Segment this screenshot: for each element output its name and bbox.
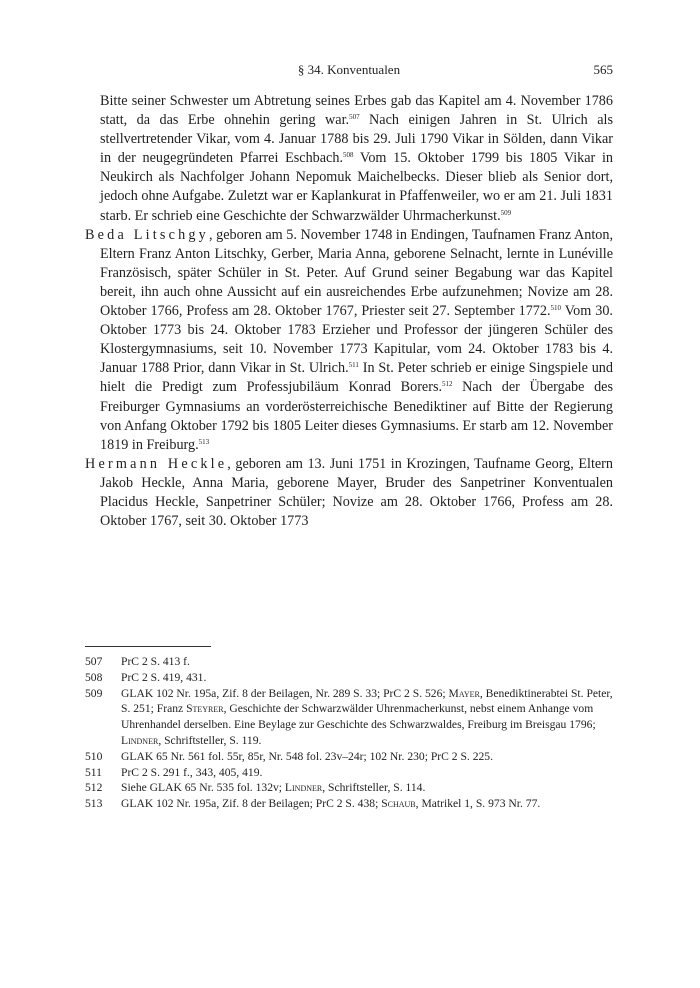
footnote-ref-512[interactable]: 512 bbox=[442, 380, 453, 389]
footnote-ref-507[interactable]: 507 bbox=[349, 113, 360, 122]
entry-name: Hermann Heckle bbox=[85, 455, 228, 472]
running-title: § 34. Konventualen bbox=[297, 62, 401, 77]
running-header bbox=[85, 62, 613, 82]
footnote-510: 510 GLAK 65 Nr. 561 fol. 55r, 85r, Nr. 548 fol. 23v–24r; 102 Nr. 230; PrC 2 S. 225. bbox=[85, 749, 493, 763]
entry-hermann-heckle: Hermann Heckle, geboren am 13. Juni 1751 in Krozingen, Taufname Georg, Eltern Jakob Heckle, Anna Maria, geborene Mayer, Bruder des Sanpetriner Konventualen Placidus Heckle, Sanpetriner Schüler; Novize am 28. Oktober 1766, Profess am 28. Oktober 1767, seit 30. Oktober 1773 bbox=[85, 455, 614, 530]
footnote-ref-513[interactable]: 513 bbox=[198, 437, 210, 446]
footnote-ref-510[interactable]: 510 bbox=[550, 304, 562, 313]
footnotes bbox=[85, 654, 613, 812]
footnote-508: 508 PrC 2 S. 419, 431. bbox=[85, 670, 207, 684]
footnote-507: 507 PrC 2 S. 413 f. bbox=[85, 655, 190, 668]
entry-name: Beda Litschgy bbox=[85, 226, 209, 243]
main-text bbox=[85, 92, 613, 531]
entry-beda-litschgy: Beda Litschgy, geboren am 5. November 1748 in Endingen, Taufnamen Franz Anton, Eltern Franz Anton Litschky, Gerber, Maria Anna, geborene Selnacht, lernte in Lunéville Französisch, später Schüler in St. Peter. Auf Grund seiner Begabung war das Kapitel bereit, ihn auch ohne Aussicht auf ein ausreichendes Erbe aufzunehmen; Novize am 28. Oktober 1766, Profess am 28. Oktober 1767, Priester seit 27. September 1772.$^{510}$ Vom 30. Oktober 1773 bis 24. Oktober 1783 Erzieher und Professor der jüngeren Schüler des Klostergymnasiums, seit 10. November 1773 Kapitular, vom 24. Oktober 1783 bis 4. Januar 1788 Prior, dann Vikar in St. Ulrich.$^{511}$ In St. Peter schrieb er einige Singspiele und hielt die Predigt zum Professjubiläum Konrad Borers.$^{512}$ Nach der Übergabe des Freiburger Gymnasiums an vorderösterreichische Benediktiner auf Bitte der Regierung von Anfang Oktober 1792 bis 1805 Leiter dieses Gymnasiums. Er starb am 12. November 1819 in Freiburg.$^{513}$ bbox=[85, 226, 614, 453]
footnote-509: 509 GLAK 102 Nr. 195a, Zif. 8 der Beilagen, Nr. 289 S. 33; PrC 2 S. 526; Mayer, Benediktinerabtei St. Peter, S. 251; Franz Steyrer, Geschichte der Schwarzwälder Uhrenmacherkunst, nebst einem Anhange vom Uhrenhandel derselben. Eine Beylage zur Geschichte des Schwarzwaldes, Freiburg im Breisgau 1796; Lindner, Schriftsteller, S. 119. bbox=[85, 686, 613, 747]
footnote-512: 512 Siehe GLAK 65 Nr. 535 fol. 132v; Lindner, Schriftsteller, S. 114. bbox=[85, 781, 426, 795]
footnote-divider bbox=[85, 646, 211, 647]
page-number: 565 bbox=[593, 62, 613, 77]
continuation-paragraph: Bitte seiner Schwester um Abtretung seines Erbes gab das Kapitel am 4. November 1786 statt, da das Erbe ohnehin gering war.$^{507}$ Nach einigen Jahren in St. Ulrich als stellvertretender Vikar, vom 4. Januar 1788 bis 29. Juli 1790 Vikar in Sölden, dann Vikar in der neugegründeten Pfarrei Eschbach.$^{508}$ Vom 15. Oktober 1799 bis 1805 Vikar in Neukirch als Nachfolger Johann Nepomuk Maichelbecks. Dieser blieb als Senior dort, jedoch ohne Aufgabe. Zuletzt war er Kaplankurat in Pfaffenweiler, wo er am 21. Juli 1831 starb. Er schrieb eine Geschichte der Schwarzwälder Uhrmacherkunst.$^{509}$ bbox=[100, 93, 613, 224]
footnote-ref-508[interactable]: 508 bbox=[343, 151, 354, 160]
footnote-ref-511[interactable]: 511 bbox=[348, 361, 359, 370]
footnote-513: 513 GLAK 102 Nr. 195a, Zif. 8 der Beilagen; PrC 2 S. 438; Schaub, Matrikel 1, S. 973 Nr. 77. bbox=[85, 797, 541, 811]
footnote-ref-509[interactable]: 509 bbox=[500, 208, 512, 217]
footnote-511: 511 PrC 2 S. 291 f., 343, 405, 419. bbox=[85, 765, 263, 779]
